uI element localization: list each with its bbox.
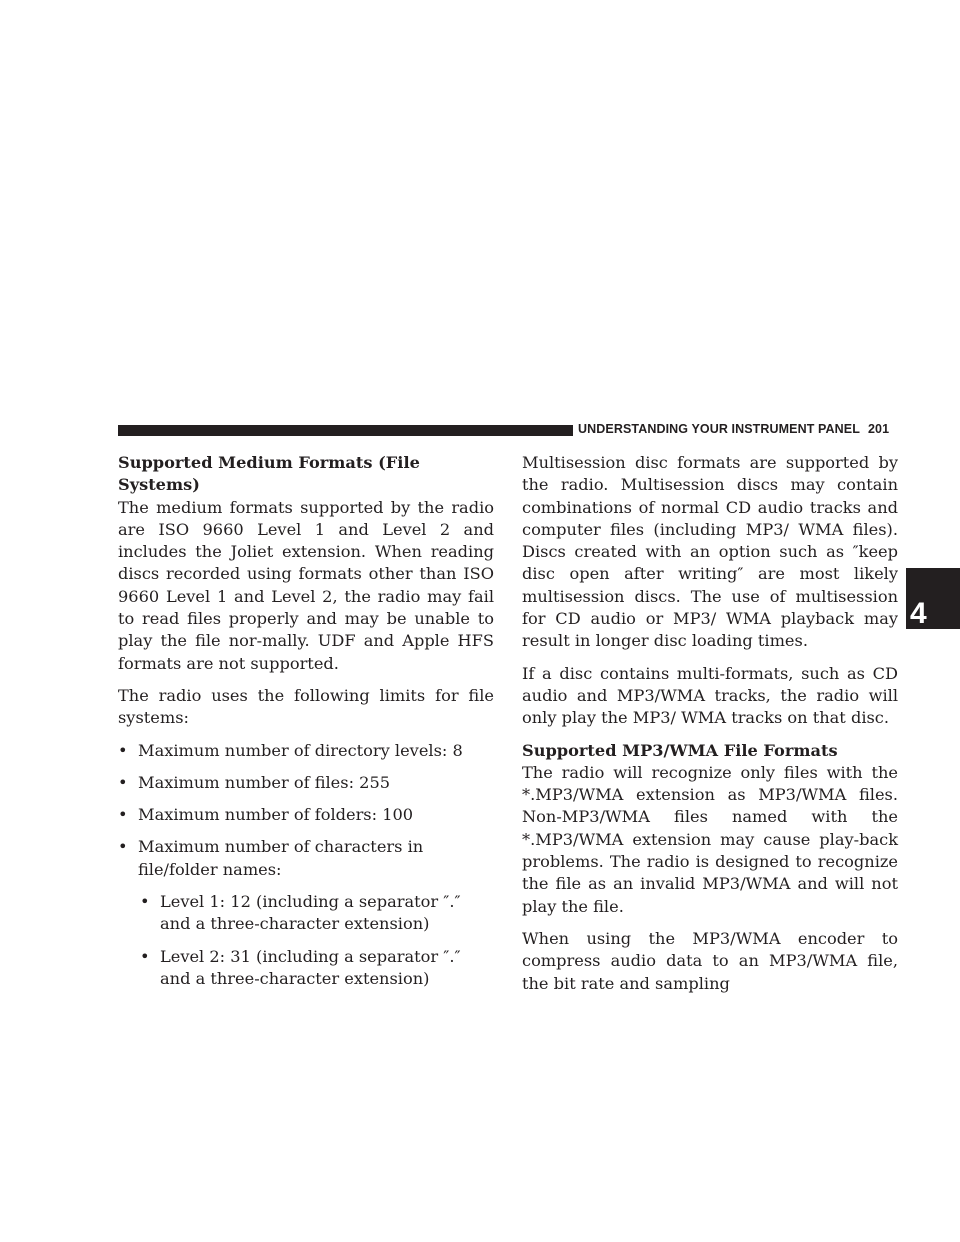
paragraph: If a disc contains multi-formats, such as CD audio and MP3/WMA tracks, the radio will only play the MP3/ WMA tracks on that disc. bbox=[522, 663, 898, 728]
paragraph: When using the MP3/WMA encoder to compress audio data to an MP3/WMA file, the bit rate and sampling bbox=[522, 928, 898, 993]
sub-list-item bbox=[118, 946, 494, 991]
bullet-icon: • bbox=[118, 740, 128, 760]
paragraph: The medium formats supported by the radio are ISO 9660 Level 1 and Level 2 and includes the Joliet extension. When reading discs recorded using formats other than ISO 9660 Level 1 and Level 2, the radio may fail to read files properly and may be unable to play the file nor-mally. UDF and Apple HFS formats are not supported. bbox=[118, 497, 494, 673]
list-item-text: Maximum number of characters in file/folder names: bbox=[138, 837, 424, 879]
bullet-icon: • bbox=[140, 946, 150, 966]
list-item bbox=[118, 804, 494, 826]
running-header bbox=[578, 422, 889, 436]
paragraph: The radio will recognize only files with the *.MP3/WMA extension as MP3/WMA files. Non-MP3/WMA files named with the *.MP3/WMA extension may cause play-back problems. The radio is designed to recognize the file as an invalid MP3/WMA and will not play the file. bbox=[522, 762, 898, 916]
list-item-text: Maximum number of directory levels: 8 bbox=[138, 740, 463, 760]
sub-list-item bbox=[118, 891, 494, 936]
left-column bbox=[118, 452, 494, 1000]
list-item-text: Maximum number of files: 255 bbox=[138, 772, 391, 792]
chapter-tab bbox=[906, 568, 960, 629]
paragraph: The radio uses the following limits for file systems: bbox=[118, 685, 494, 728]
section-heading: Supported MP3/WMA File Formats bbox=[522, 740, 838, 760]
chapter-number: 4 bbox=[910, 597, 927, 630]
bullet-icon: • bbox=[118, 837, 128, 857]
header-rule bbox=[118, 425, 573, 436]
bullet-icon: • bbox=[118, 805, 128, 825]
paragraph: Multisession disc formats are supported by the radio. Multisession discs may contain combinations of normal CD audio tracks and computer files (including MP3/ WMA files). Discs created with an option such as ″keep disc open after writing″ are most likely multisession discs. The use of multisession for CD audio or MP3/ WMA playback may result in longer disc loading times. bbox=[522, 453, 898, 651]
list-item-text: Level 1: 12 (including a separator ″.″ and a three-character extension) bbox=[160, 892, 461, 934]
section-heading: Supported Medium Formats (File Systems) bbox=[118, 453, 420, 495]
bullet-list bbox=[118, 740, 494, 991]
list-item bbox=[118, 836, 494, 881]
bullet-icon: • bbox=[118, 772, 128, 792]
page-number: 201 bbox=[867, 422, 890, 436]
bullet-icon: • bbox=[140, 892, 150, 912]
list-item-text: Level 2: 31 (including a separator ″.″ and a three-character extension) bbox=[160, 946, 461, 988]
right-column bbox=[522, 452, 898, 1005]
list-item-text: Maximum number of folders: 100 bbox=[138, 805, 414, 825]
list-item bbox=[118, 740, 494, 762]
list-item bbox=[118, 772, 494, 794]
header-title: UNDERSTANDING YOUR INSTRUMENT PANEL bbox=[578, 422, 860, 436]
